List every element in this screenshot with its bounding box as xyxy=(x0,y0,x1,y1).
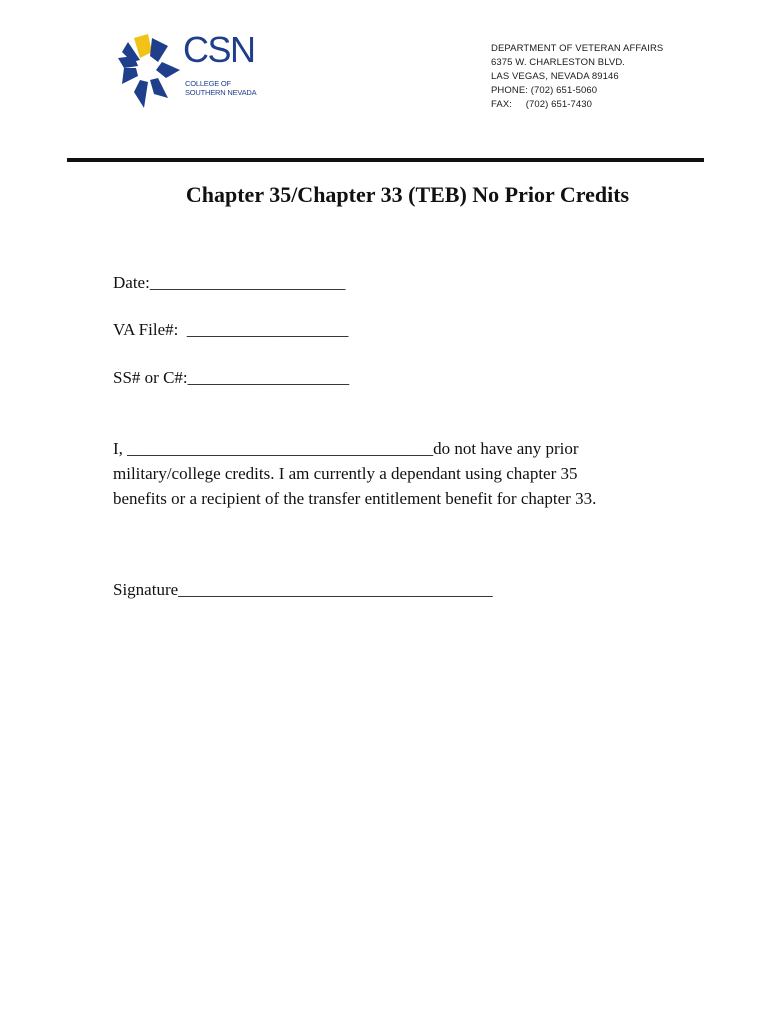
address-line: DEPARTMENT OF VETERAN AFFAIRS xyxy=(491,43,664,54)
logo-name-line: COLLEGE OF xyxy=(185,79,231,88)
address-line: 6375 W. CHARLESTON BLVD. xyxy=(491,57,626,68)
logo-college-name xyxy=(185,79,256,97)
statement-line: military/college credits. I am currently a dependant using chapter 35 xyxy=(113,464,578,483)
ss-or-c-number-field[interactable]: SS# or C#:___________________ xyxy=(113,368,350,387)
address-line: PHONE: (702) 651-5060 xyxy=(491,85,598,96)
signature-field[interactable]: Signature_____________________________________ xyxy=(113,580,493,599)
va-file-number-field[interactable]: VA File#: ___________________ xyxy=(113,320,349,339)
logo-name-line: SOUTHERN NEVADA xyxy=(185,88,257,97)
address-line: LAS VEGAS, NEVADA 89146 xyxy=(491,71,619,82)
certification-statement xyxy=(113,436,713,511)
csn-logo xyxy=(118,29,268,112)
header-divider xyxy=(67,158,704,162)
department-address xyxy=(491,42,663,112)
csn-star-logo-icon xyxy=(118,32,182,112)
date-field[interactable]: Date:_______________________ xyxy=(113,273,346,292)
statement-line: benefits or a recipient of the transfer entitlement benefit for chapter 33. xyxy=(113,489,597,508)
logo-abbreviation: CSN xyxy=(183,29,255,70)
form-title: Chapter 35/Chapter 33 (TEB) No Prior Credits xyxy=(185,182,630,207)
address-line: FAX: (702) 651-7430 xyxy=(491,99,593,110)
statement-name-line[interactable]: I, ____________________________________do not have any prior xyxy=(113,439,579,458)
